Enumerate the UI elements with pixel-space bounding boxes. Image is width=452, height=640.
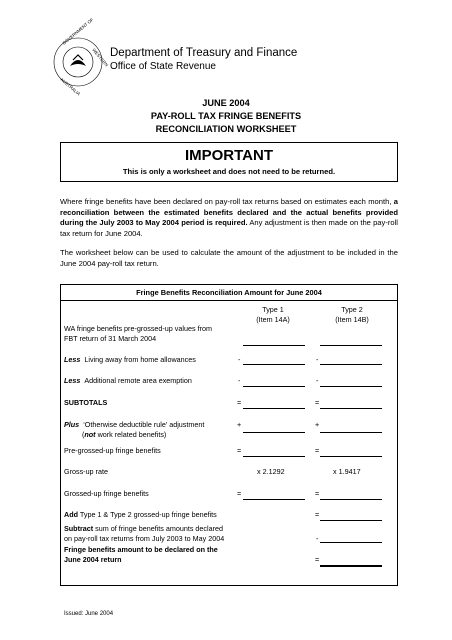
input-line-deductible-type-2[interactable] [320, 432, 382, 433]
row-label-subtract [64, 524, 223, 534]
column-header-type-2 [317, 305, 387, 324]
input-line-remote-area-type-2[interactable] [320, 386, 382, 387]
input-line-pre-grossed-type-1[interactable] [243, 456, 305, 457]
input-line-pre-grossed-type-2[interactable] [320, 456, 382, 457]
title-line-1: JUNE 2004 [202, 98, 250, 108]
important-heading: IMPORTANT [184, 147, 274, 164]
department-name: Department of Treasury and Finance [110, 47, 298, 59]
paren-open: ( [82, 430, 85, 439]
input-line-declared-amount[interactable] [320, 565, 382, 567]
row-label-pre-grossed: Pre-grossed-up fringe benefits [64, 446, 161, 455]
input-line-deductible-type-1[interactable] [243, 432, 305, 433]
minus-sign-type-1: - [238, 376, 241, 385]
office-name: Office of State Revenue [110, 61, 216, 72]
remote-area-text: Additional remote area exemption [84, 376, 192, 385]
row-label-add [64, 510, 217, 520]
table-title: Fringe Benefits Reconciliation Amount for June 2004 [136, 288, 322, 297]
svg-text:AUSTRALIA: AUSTRALIA [59, 76, 82, 97]
minus-sign-type-2: - [316, 355, 319, 364]
row-label-otherwise-deductible [64, 420, 204, 430]
input-line-living-away-type-2[interactable] [320, 364, 382, 365]
column-header-type-1 [238, 305, 308, 324]
subtract-text: sum of fringe benefits amounts declared [95, 524, 224, 533]
intro-paragraph-1 [60, 197, 398, 239]
input-line-subtotals-type-2[interactable] [320, 408, 382, 409]
otherwise-deductible-text: ‘Otherwise deductible rule’ adjustment [83, 420, 205, 429]
subtract-keyword: Subtract [64, 524, 94, 533]
not-work-related-text: work related benefits) [95, 430, 167, 439]
type-2-label: Type 2 [341, 305, 363, 314]
row-label-wa-fringe-line-2: FBT return of 31 March 2004 [64, 334, 157, 343]
type-2-item: (Item 14B) [335, 314, 369, 324]
gross-up-rate-type-2: x 1.9417 [333, 467, 361, 476]
minus-sign-type-1: - [238, 355, 241, 364]
less-keyword: Less [64, 376, 81, 385]
row-label-declared-line-2: June 2004 return [64, 555, 122, 564]
issued-date: Issued: June 2004 [64, 611, 114, 617]
minus-sign-type-2: - [316, 376, 319, 385]
add-keyword: Add [64, 510, 78, 519]
svg-text:GOVERNMENT OF: GOVERNMENT OF [61, 17, 95, 46]
equals-sign-type-2: = [315, 489, 320, 498]
gross-up-rate-type-1: x 2.1292 [257, 467, 285, 476]
equals-sign-declared: = [315, 555, 320, 564]
intro-text-bold: a reconciliation between the estimated benefits declared and the actual benefits provided during the July 2003 to May 2004 period is required. [60, 197, 398, 228]
equals-sign-type-1: = [237, 398, 242, 407]
input-line-subtotals-type-1[interactable] [243, 408, 305, 409]
plus-sign-type-2: + [315, 420, 320, 429]
row-label-subtotals: SUBTOTALS [64, 398, 108, 407]
type-1-item: (Item 14A) [256, 314, 290, 324]
svg-text:WESTERN: WESTERN [91, 47, 110, 68]
less-keyword: Less [64, 355, 81, 364]
plus-keyword: Plus [64, 420, 80, 429]
input-line-remote-area-type-1[interactable] [243, 386, 305, 387]
input-line-grossed-type-2[interactable] [320, 499, 382, 500]
intro-text-c: Any adjustment is then made on the pay-roll tax return for June 2004. [60, 218, 398, 238]
not-keyword: not [84, 430, 96, 439]
input-line-add-total[interactable] [320, 520, 382, 521]
input-line-wa-type-2[interactable] [320, 345, 382, 346]
input-line-grossed-type-1[interactable] [243, 499, 305, 500]
plus-sign-type-1: + [237, 420, 242, 429]
table-title-divider [60, 300, 398, 301]
input-line-wa-type-1[interactable] [243, 345, 305, 346]
input-line-living-away-type-1[interactable] [243, 364, 305, 365]
equals-sign-type-1: = [237, 446, 242, 455]
row-label-declared-line-1: Fringe benefits amount to be declared on the [64, 545, 218, 554]
equals-sign-type-2: = [315, 398, 320, 407]
equals-sign-type-2: = [315, 446, 320, 455]
equals-sign-add: = [315, 510, 320, 519]
row-label-subtract-line-2: on pay-roll tax returns from July 2003 to May 2004 [64, 534, 225, 543]
title-line-3: RECONCILIATION WORKSHEET [155, 124, 297, 134]
input-line-subtract[interactable] [320, 542, 382, 543]
living-away-text: Living away from home allowances [84, 355, 196, 364]
row-label-gross-up-rate: Gross-up rate [64, 467, 108, 476]
row-label-grossed-up: Grossed-up fringe benefits [64, 489, 149, 498]
minus-sign-subtract: - [316, 534, 319, 543]
title-line-2: PAY-ROLL TAX FRINGE BENEFITS [150, 111, 302, 121]
equals-sign-type-1: = [237, 489, 242, 498]
government-crest-logo [52, 17, 110, 97]
intro-paragraph-2: The worksheet below can be used to calculate the amount of the adjustment to be included in the June 2004 pay-roll tax return. [60, 248, 398, 268]
important-note: This is only a worksheet and does not need to be returned. [122, 167, 336, 176]
type-1-label: Type 1 [262, 305, 284, 314]
row-label-remote-area [64, 376, 192, 386]
add-text: Type 1 & Type 2 grossed-up fringe benefits [79, 510, 217, 519]
row-label-not-work-related [82, 430, 166, 440]
intro-text-a: Where fringe benefits have been declared on pay-roll tax returns based on estimates each month, [60, 197, 394, 206]
row-label-living-away [64, 355, 196, 365]
row-label-wa-fringe-line-1: WA fringe benefits pre-grossed-up values from [64, 324, 212, 333]
